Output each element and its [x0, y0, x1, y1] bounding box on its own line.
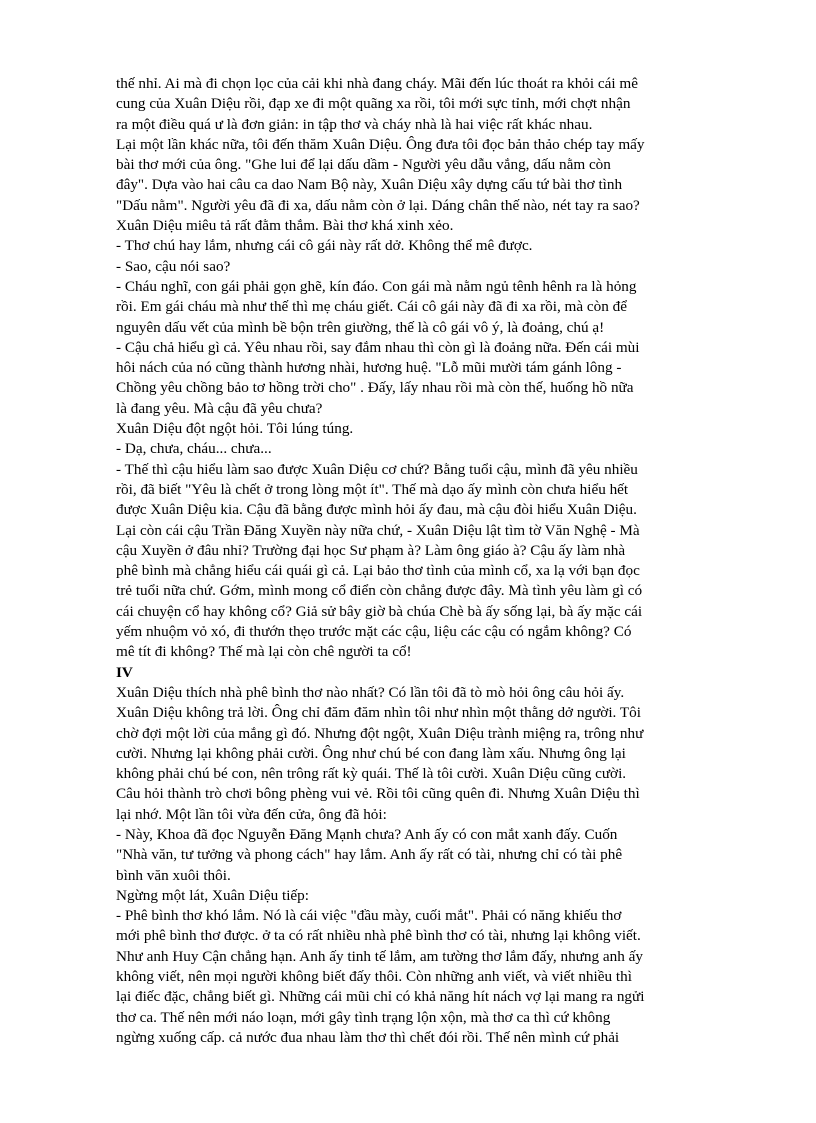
- text-line: rồi. Em gái cháu mà như thế thì mẹ cháu giết. Cái cô gái này đã đi xa rồi, mà còn để: [116, 298, 627, 316]
- text-line: không phải chú bé con, nên trông rất kỳ quái. Thế là tôi cười. Xuân Diệu cũng cười.: [116, 765, 627, 783]
- text-line: cười. Nhưng lại không phải cười. Ông như chú bé con đang làm xấu. Nhưng ông lại: [116, 744, 626, 762]
- text-line: Xuân Diệu đột ngột hỏi. Tôi lúng túng.: [116, 420, 354, 438]
- text-line: đây". Dựa vào hai câu ca dao Nam Bộ này, Xuân Diệu xây dựng cấu tứ bài thơ tình: [116, 176, 623, 194]
- text-line: thơ ca. Thế nên mới náo loạn, mới gây tình trạng lộn xộn, mà thơ ca thì cứ không: [116, 1008, 611, 1026]
- text-line: cái chuyện cổ hay không cổ? Giả sử bây giờ bà chúa Chè bà ấy sống lại, bà ấy mặc cái: [116, 602, 643, 620]
- text-line: Lại còn cái cậu Trần Đăng Xuyền này nữa chứ, - Xuân Diệu lật tìm tờ Văn Nghệ - Mà: [116, 521, 640, 539]
- text-line: Xuân Diệu miêu tả rất đằm thắm. Bài thơ khá xinh xẻo.: [116, 217, 454, 235]
- text-line: yếm nhuộm vỏ xó, đi thướn thẹo trước mặt các cậu, liệu các cậu có ngắm không? Có: [116, 623, 632, 641]
- text-line: ngừng xuống cấp. cả nước đua nhau làm thơ thì chết đói rồi. Thế nên mình cứ phải: [116, 1028, 620, 1046]
- text-line: hôi nách của nó cũng thành hương nhài, hương huệ. "Lỗ mũi mười tám gánh lông -: [116, 359, 622, 377]
- text-line: - Cậu chả hiểu gì cả. Yêu nhau rồi, say đắm nhau thì còn gì là đoảng nữa. Đến cái mùi: [116, 338, 640, 356]
- text-line: "Dấu nằm". Người yêu đã đi xa, dấu nằm còn ở lại. Dáng chân thế nào, nét tay ra sao?: [116, 196, 640, 214]
- text-line: bình văn xuôi thôi.: [116, 866, 231, 884]
- text-line: bài thơ mới của ông. "Ghe lui để lại dấu dầm - Người yêu dẫu vắng, dấu nằm còn: [116, 156, 611, 174]
- text-line: - Thơ chú hay lắm, nhưng cái cô gái này rất dở. Không thể mê được.: [116, 237, 533, 255]
- text-line: Câu hỏi thành trò chơi bông phèng vui vẻ. Rồi tôi cũng quên đi. Nhưng Xuân Diệu thì: [116, 785, 640, 803]
- text-line: Ngừng một lát, Xuân Diệu tiếp:: [116, 886, 309, 904]
- text-line: Xuân Diệu không trả lời. Ông chỉ đăm đăm nhìn tôi như nhìn một thằng dở người. Tôi: [116, 704, 641, 722]
- text-line: lại điếc đặc, chẳng biết gì. Những cái mũi chỉ có khả năng hít nách vợ lại mang ra ngửi: [116, 988, 645, 1006]
- text-line: cung của Xuân Diệu rồi, đạp xe đi một quãng xa rồi, tôi mới sực tỉnh, mới chợt nhận: [116, 95, 631, 113]
- text-line: - Này, Khoa đã đọc Nguyễn Đăng Mạnh chưa? Anh ấy có con mắt xanh đấy. Cuốn: [116, 825, 618, 843]
- text-line: nguyên dấu vết của mình bề bộn trên giường, thế là cô gái vô ý, là đoảng, chú ạ!: [116, 318, 605, 336]
- text-line: - Thế thì cậu hiểu làm sao được Xuân Diệu cơ chứ? Bằng tuổi cậu, mình đã yêu nhiều: [116, 460, 638, 478]
- text-line: Lại một lần khác nữa, tôi đến thăm Xuân Diệu. Ông đưa tôi đọc bản thảo chép tay mấy: [116, 135, 645, 153]
- section-heading: IV: [116, 663, 133, 681]
- document-page: [116, 74, 712, 1048]
- text-line: rồi, đã biết "Yêu là chết ở trong lòng một ít". Thế mà dạo ấy mình còn chưa hiểu hết: [116, 480, 629, 498]
- text-line: cậu Xuyền ở đâu nhỉ? Trường đại học Sư phạm à? Làm ông giáo à? Cậu ấy làm nhà: [116, 541, 626, 559]
- text-line: không viết, nên mọi người không biết đấy thôi. Còn những anh viết, và viết nhiều thì: [116, 968, 632, 986]
- text-line: "Nhà văn, tư tưởng và phong cách" hay lắm. Anh ấy rất có tài, nhưng chỉ có tài phê: [116, 846, 623, 864]
- text-line: - Phê bình thơ khó lắm. Nó là cái việc "đầu mày, cuối mắt". Phải có năng khiếu thơ: [116, 907, 622, 925]
- text-line: lại nhớ. Một lần tôi vừa đến cửa, ông đã hỏi:: [116, 805, 387, 823]
- text-line: phê bình mà chẳng hiểu cái quái gì cả. Lại bảo thơ tình của mình cổ, xa lạ với bạn đọc: [116, 562, 640, 580]
- text-line: Xuân Diệu thích nhà phê bình thơ nào nhất? Có lần tôi đã tò mò hỏi ông câu hỏi ấy.: [116, 683, 625, 701]
- text-line: chờ đợi một lời của mắng gì đó. Nhưng đột ngột, Xuân Diệu trành miệng ra, trông như: [116, 724, 644, 742]
- text-line: là đang yêu. Mà cậu đã yêu chưa?: [116, 399, 323, 417]
- text-line: Chồng yêu chồng bảo tơ hồng trời cho" . Đấy, lấy nhau rồi mà còn thế, huống hồ nữa: [116, 379, 634, 397]
- text-line: - Dạ, chưa, cháu... chưa...: [116, 440, 272, 458]
- text-line: được Xuân Diệu kia. Cậu đã bằng được mình hỏi ấy đau, mà cậu đòi hiểu Xuân Diệu.: [116, 501, 637, 519]
- text-line: trẻ tuổi nữa chứ. Gớm, mình mong cổ điển còn chẳng được đây. Mà tình yêu làm gì có: [116, 582, 643, 600]
- text-line: - Cháu nghĩ, con gái phải gọn ghẽ, kín đáo. Con gái mà nằm ngủ tênh hênh ra là hỏng: [116, 277, 637, 295]
- text-line: mê tít đi không? Thế mà lại còn chê người ta cổ!: [116, 643, 412, 661]
- text-line: mới phê bình thơ được. ở ta có rất nhiều nhà phê bình thơ có tài, nhưng lại không viết.: [116, 927, 641, 945]
- text-line: ra một điều quá ư là đơn giản: in tập thơ và cháy nhà là hai việc rất khác nhau.: [116, 115, 593, 133]
- text-line: thế nhỉ. Ai mà đi chọn lọc của cải khi nhà đang cháy. Mãi đến lúc thoát ra khỏi cái mê: [116, 75, 638, 92]
- text-line: Như anh Huy Cận chẳng hạn. Anh ấy tinh tế lắm, am tường thơ lắm đấy, nhưng anh ấy: [116, 947, 643, 965]
- text-line: - Sao, cậu nói sao?: [116, 257, 231, 275]
